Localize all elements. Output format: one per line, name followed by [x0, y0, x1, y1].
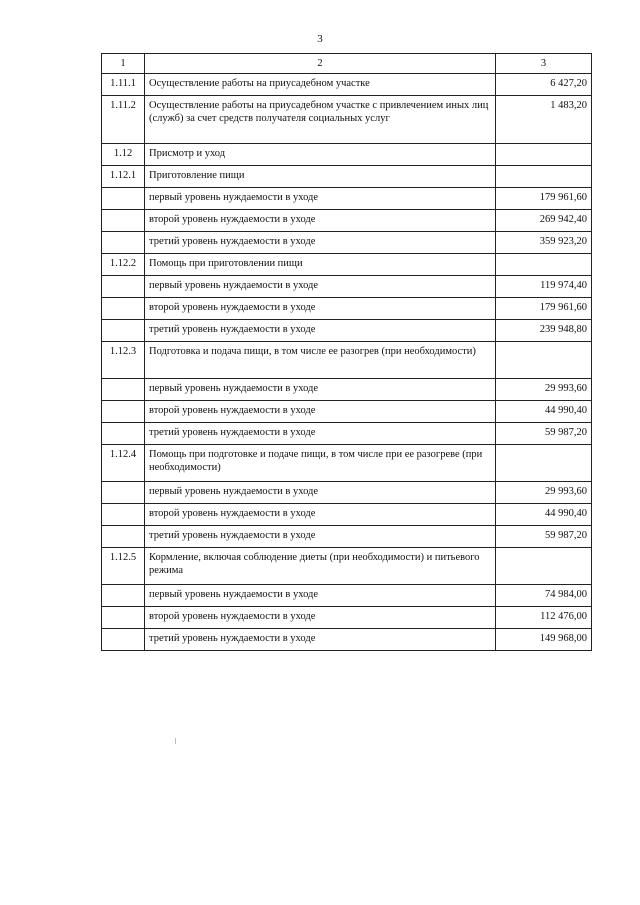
row-number-cell: 1.12.2	[102, 254, 145, 276]
table-row	[102, 585, 592, 607]
row-number-cell	[102, 401, 145, 423]
row-price-cell: 29 993,60	[496, 379, 592, 401]
page-number: 3	[317, 33, 323, 45]
row-description-cell: третий уровень нуждаемости в уходе	[145, 320, 496, 342]
row-number-cell	[102, 423, 145, 445]
header-cell-3: 3	[496, 54, 592, 74]
table-row	[102, 607, 592, 629]
row-number-cell	[102, 379, 145, 401]
row-description-cell: второй уровень нуждаемости в уходе	[145, 607, 496, 629]
row-price-cell: 29 993,60	[496, 482, 592, 504]
row-number-cell	[102, 232, 145, 254]
table-header-row	[102, 54, 592, 74]
row-description-cell: Приготовление пищи	[145, 166, 496, 188]
table-row	[102, 548, 592, 585]
table-body	[102, 54, 592, 651]
row-number-cell	[102, 629, 145, 651]
row-number-cell: 1.11.1	[102, 74, 145, 96]
row-price-cell: 6 427,20	[496, 74, 592, 96]
row-price-cell	[496, 166, 592, 188]
row-description-cell: третий уровень нуждаемости в уходе	[145, 629, 496, 651]
row-description-cell: третий уровень нуждаемости в уходе	[145, 232, 496, 254]
table-row	[102, 254, 592, 276]
row-price-cell	[496, 548, 592, 585]
table-row	[102, 96, 592, 144]
row-description-cell: второй уровень нуждаемости в уходе	[145, 298, 496, 320]
row-price-cell: 59 987,20	[496, 423, 592, 445]
table-row	[102, 526, 592, 548]
row-price-cell	[496, 445, 592, 482]
row-number-cell	[102, 276, 145, 298]
row-price-cell: 44 990,40	[496, 401, 592, 423]
row-description-cell: первый уровень нуждаемости в уходе	[145, 482, 496, 504]
row-price-cell: 112 476,00	[496, 607, 592, 629]
table-row	[102, 320, 592, 342]
row-description-cell: первый уровень нуждаемости в уходе	[145, 276, 496, 298]
row-price-cell	[496, 342, 592, 379]
row-price-cell	[496, 144, 592, 166]
header-cell-2: 2	[145, 54, 496, 74]
table-row	[102, 166, 592, 188]
row-number-cell	[102, 526, 145, 548]
table-row	[102, 342, 592, 379]
row-price-cell: 44 990,40	[496, 504, 592, 526]
row-description-cell: Кормление, включая соблюдение диеты (при необходимости) и питьевого режима	[145, 548, 496, 585]
row-price-cell: 149 968,00	[496, 629, 592, 651]
row-number-cell	[102, 210, 145, 232]
row-price-cell: 239 948,80	[496, 320, 592, 342]
row-description-cell: первый уровень нуждаемости в уходе	[145, 188, 496, 210]
row-number-cell	[102, 482, 145, 504]
row-number-cell	[102, 504, 145, 526]
row-description-cell: Подготовка и подача пищи, в том числе ее разогрев (при необходимости)	[145, 342, 496, 379]
row-price-cell: 179 961,60	[496, 298, 592, 320]
header-cell-1: 1	[102, 54, 145, 74]
table-row	[102, 298, 592, 320]
table-row	[102, 504, 592, 526]
table-row	[102, 210, 592, 232]
row-price-cell: 74 984,00	[496, 585, 592, 607]
row-number-cell	[102, 585, 145, 607]
row-description-cell: второй уровень нуждаемости в уходе	[145, 504, 496, 526]
row-price-cell	[496, 254, 592, 276]
row-price-cell: 119 974,40	[496, 276, 592, 298]
row-price-cell: 59 987,20	[496, 526, 592, 548]
table-row	[102, 482, 592, 504]
row-description-cell: третий уровень нуждаемости в уходе	[145, 423, 496, 445]
table-row	[102, 276, 592, 298]
table-row	[102, 232, 592, 254]
table-row	[102, 629, 592, 651]
row-description-cell: первый уровень нуждаемости в уходе	[145, 379, 496, 401]
table-row	[102, 445, 592, 482]
row-number-cell: 1.12.1	[102, 166, 145, 188]
table-row	[102, 74, 592, 96]
table-row	[102, 423, 592, 445]
row-number-cell	[102, 188, 145, 210]
table-row	[102, 401, 592, 423]
row-number-cell	[102, 607, 145, 629]
row-number-cell: 1.12.5	[102, 548, 145, 585]
row-price-cell: 269 942,40	[496, 210, 592, 232]
row-description-cell: Помощь при подготовке и подаче пищи, в том числе при ее разогреве (при необходимости)	[145, 445, 496, 482]
scan-mark	[175, 738, 176, 744]
row-description-cell: второй уровень нуждаемости в уходе	[145, 210, 496, 232]
table-row	[102, 379, 592, 401]
table-row	[102, 188, 592, 210]
row-description-cell: Присмотр и уход	[145, 144, 496, 166]
row-number-cell: 1.11.2	[102, 96, 145, 144]
row-number-cell	[102, 320, 145, 342]
row-price-cell: 359 923,20	[496, 232, 592, 254]
row-price-cell: 1 483,20	[496, 96, 592, 144]
row-number-cell	[102, 298, 145, 320]
row-number-cell: 1.12.4	[102, 445, 145, 482]
row-description-cell: первый уровень нуждаемости в уходе	[145, 585, 496, 607]
row-description-cell: Осуществление работы на приусадебном участке	[145, 74, 496, 96]
row-description-cell: третий уровень нуждаемости в уходе	[145, 526, 496, 548]
row-number-cell: 1.12	[102, 144, 145, 166]
row-price-cell: 179 961,60	[496, 188, 592, 210]
row-number-cell: 1.12.3	[102, 342, 145, 379]
services-table	[101, 53, 592, 651]
table-row	[102, 144, 592, 166]
row-description-cell: второй уровень нуждаемости в уходе	[145, 401, 496, 423]
row-description-cell: Осуществление работы на приусадебном участке с привлечением иных лиц (служб) за счет средств получателя социальных услуг	[145, 96, 496, 144]
row-description-cell: Помощь при приготовлении пищи	[145, 254, 496, 276]
